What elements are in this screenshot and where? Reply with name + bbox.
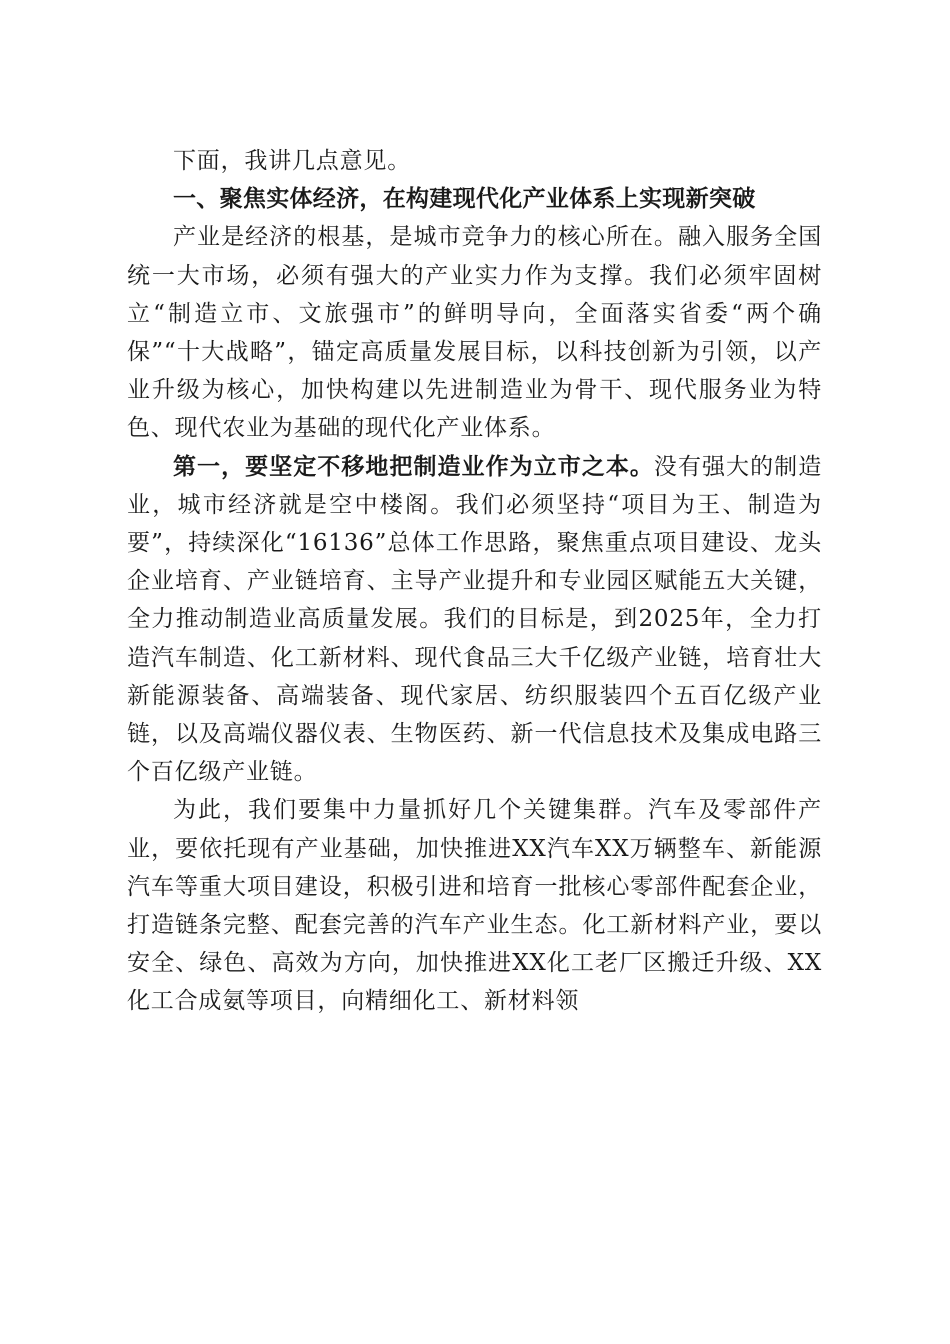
paragraph-manufacturing (127, 448, 822, 792)
paragraph-key-clusters: 为此，我们要集中力量抓好几个关键集群。汽车及零部件产业，要依托现有产业基础，加快推进XX汽车XX万辆整车、新能源汽车等重大项目建设，积极引进和培育一批核心零部件配套企业，打造链条完整、配套完善的汽车产业生态。化工新材料产业，要以安全、绿色、高效为方向，加快推进XX化工老厂区搬迁升级、XX化工合成氨等项目，向精细化工、新材料领 (127, 797, 822, 1015)
point-1-lead: 第一，要坚定不移地把制造业作为立市之本。 (173, 452, 654, 480)
point-1-body: 没有强大的制造业，城市经济就是空中楼阁。我们必须坚持“项目为王、制造为要”，持续深化“16136”总体工作思路，聚焦重点项目建设、龙头企业培育、产业链培育、主导产业提升和专业园区赋能五大关键，全力推动制造业高质量发展。我们的目标是，到2025年，全力打造汽车制造、化工新材料、现代食品三大千亿级产业链，培育壮大新能源装备、高端装备、现代家居、纺织服装四个五百亿级产业链，以及高端仪器仪表、生物医药、新一代信息技术及集成电路三个百亿级产业链。 (127, 453, 822, 786)
intro-paragraph: 下面，我讲几点意见。 (173, 148, 411, 174)
document-body (127, 142, 822, 1021)
section-heading: 一、聚焦实体经济，在构建现代化产业体系上实现新突破 (173, 186, 756, 213)
paragraph-industry-foundation: 产业是经济的根基，是城市竞争力的核心所在。融入服务全国统一大市场，必须有强大的产业实力作为支撑。我们必须牢固树立“制造立市、文旅强市”的鲜明导向，全面落实省委“两个确保”“十大战略”，锚定高质量发展目标，以科技创新为引领，以产业升级为核心，加快构建以先进制造业为骨干、现代服务业为特色、现代农业为基础的现代化产业体系。 (127, 224, 822, 442)
